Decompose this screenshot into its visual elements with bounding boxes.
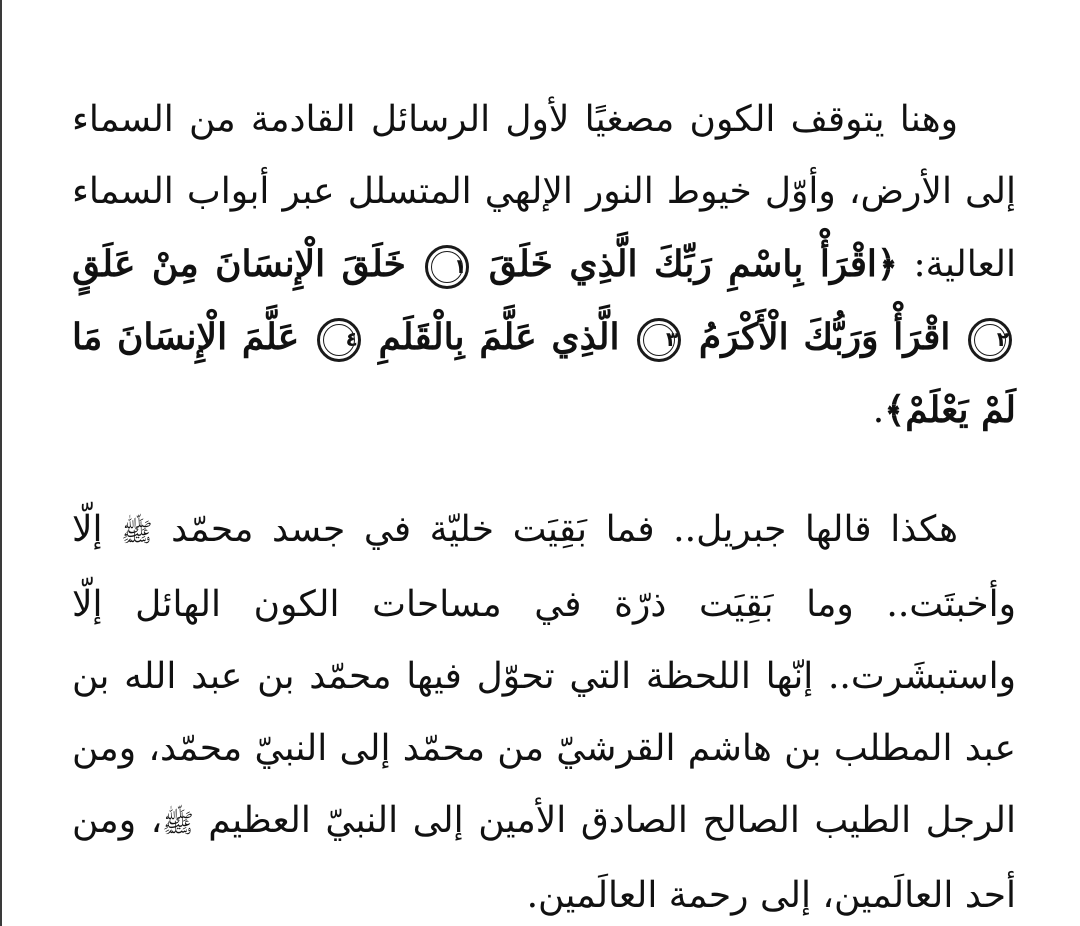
paragraph-end-punctuation: .	[872, 390, 885, 431]
paragraph-revelation	[72, 84, 1016, 447]
paragraph-text-part-2: إلّا وأخبتَت.. وما بَقِيَت ذرّة في مساحات الكون الهائل إلّا واستبشَرت.. إنّها اللحظة التي تحوّل فيها محمّد بن عبد الله بن عبد المطلب بن هاشم القرشيّ من محمّد إلى النبيّ محمّد، ومن الرجل الطيب الصالح الصادق الأمين إلى النبيّ العظيم	[72, 509, 1016, 841]
honorific-symbol-1: ﷺ	[121, 518, 153, 548]
quran-verse-2: خَلَقَ الْإِنسَانَ مِنْ عَلَقٍ	[72, 243, 406, 285]
paragraph-prophethood	[72, 494, 1016, 926]
paragraph-text-part-3: ، ومن أحد العالَمين، إلى رحمة العالَمين.	[72, 800, 1016, 916]
ayah-number-marker-3: ٣	[637, 318, 681, 362]
quran-verse-4: الَّذِي عَلَّمَ بِالْقَلَمِ	[378, 316, 620, 358]
previous-line-fragment	[2, 0, 1080, 2]
paragraph-intro-text: وهنا يتوقف الكون مصغيًا لأول الرسائل القادمة من السماء إلى الأرض، وأوّل خيوط النور الإلهي المتسلل عبر أبواب السماء العالية:	[72, 99, 1017, 285]
paragraph-text-part-1: هكذا قالها جبريل.. فما بَقِيَت خليّة في جسد محمّد	[171, 509, 958, 550]
ayah-number-marker-2: ٢	[968, 318, 1012, 362]
honorific-symbol-2: ﷺ	[162, 809, 194, 839]
quran-open-bracket: ﴿	[876, 243, 899, 285]
quran-verse-3: اقْرَأْ وَرَبُّكَ الْأَكْرَمُ	[698, 316, 951, 358]
quran-verse-1: اقْرَأْ بِاسْمِ رَبِّكَ الَّذِي خَلَقَ	[488, 243, 877, 285]
ayah-number-marker-4: ٤	[317, 318, 361, 362]
ayah-number-marker-1: ١	[425, 245, 469, 289]
quran-verse-5: عَلَّمَ الْإِنسَانَ مَا لَمْ يَعْلَمْ	[72, 316, 1016, 431]
quran-close-bracket: ﴾	[884, 389, 906, 431]
